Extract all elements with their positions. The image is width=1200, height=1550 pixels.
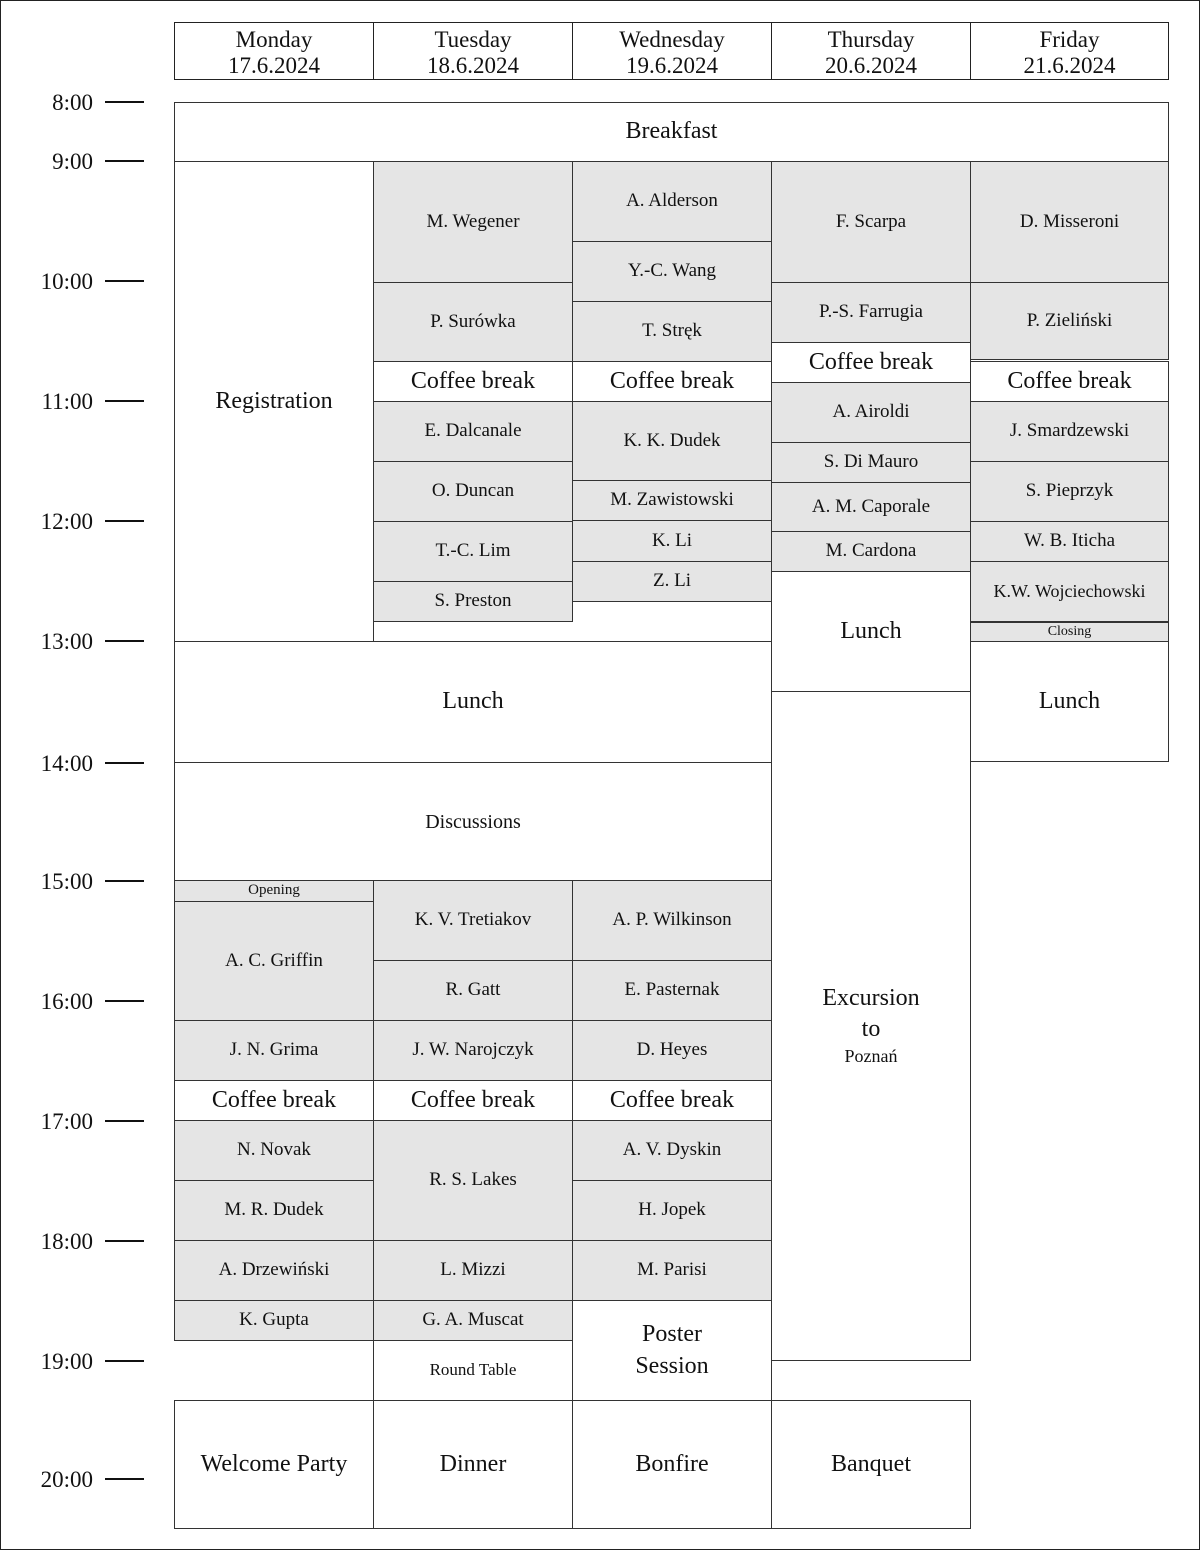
coffee-break-block: Coffee break bbox=[572, 361, 772, 402]
talk-wegener: M. Wegener bbox=[373, 161, 573, 283]
talk-mr-dudek: M. R. Dudek bbox=[174, 1180, 374, 1241]
closing-block: Closing bbox=[970, 622, 1169, 642]
time-tick bbox=[105, 520, 144, 522]
talk-di-mauro: S. Di Mauro bbox=[771, 442, 971, 483]
lunch-block: Lunch bbox=[174, 641, 772, 763]
time-tick bbox=[105, 101, 144, 103]
talk-scarpa: F. Scarpa bbox=[771, 161, 971, 283]
talk-preston: S. Preston bbox=[373, 581, 573, 622]
day-date: 17.6.2024 bbox=[228, 53, 320, 78]
time-label: 20:00 bbox=[40, 1467, 93, 1492]
talk-drzewinski: A. Drzewiński bbox=[174, 1240, 374, 1301]
time-label: 11:00 bbox=[41, 389, 93, 414]
time-label: 12:00 bbox=[40, 509, 93, 534]
banquet-block: Banquet bbox=[771, 1400, 971, 1529]
discussions-block: Discussions bbox=[174, 762, 772, 881]
time-tick bbox=[105, 640, 144, 642]
coffee-break-block: Coffee break bbox=[970, 361, 1169, 402]
day-date: 19.6.2024 bbox=[626, 53, 718, 78]
day-date: 18.6.2024 bbox=[427, 53, 519, 78]
day-date: 20.6.2024 bbox=[825, 53, 917, 78]
talk-lim: T.-C. Lim bbox=[373, 521, 573, 582]
talk-wojciechowski: K.W. Wojciechowski bbox=[970, 561, 1169, 622]
time-tick bbox=[105, 1120, 144, 1122]
welcome-party-block: Welcome Party bbox=[174, 1400, 374, 1529]
talk-z-li: Z. Li bbox=[572, 561, 772, 602]
talk-cardona: M. Cardona bbox=[771, 531, 971, 572]
talk-mizzi: L. Mizzi bbox=[373, 1240, 573, 1301]
talk-parisi: M. Parisi bbox=[572, 1240, 772, 1301]
time-label: 18:00 bbox=[40, 1229, 93, 1254]
day-name: Thursday bbox=[827, 27, 915, 52]
dinner-block: Dinner bbox=[373, 1400, 573, 1529]
talk-muscat: G. A. Muscat bbox=[373, 1300, 573, 1341]
talk-wilkinson: A. P. Wilkinson bbox=[572, 880, 772, 961]
talk-surowka: P. Surówka bbox=[373, 282, 573, 362]
coffee-break-block: Coffee break bbox=[572, 1080, 772, 1121]
talk-iticha: W. B. Iticha bbox=[970, 521, 1169, 562]
header-monday bbox=[174, 22, 374, 80]
time-tick bbox=[105, 1240, 144, 1242]
talk-gatt: R. Gatt bbox=[373, 960, 573, 1021]
breakfast-block: Breakfast bbox=[174, 102, 1169, 162]
time-tick bbox=[105, 762, 144, 764]
time-label: 19:00 bbox=[40, 1349, 93, 1374]
talk-zawistowski: M. Zawistowski bbox=[572, 480, 772, 521]
talk-zielinski: P. Zieliński bbox=[970, 282, 1169, 360]
day-date: 21.6.2024 bbox=[1023, 53, 1116, 78]
talk-airoldi: A. Airoldi bbox=[771, 382, 971, 443]
talk-dalcanale: E. Dalcanale bbox=[373, 401, 573, 462]
poster-session-block: Poster Session bbox=[572, 1300, 772, 1401]
coffee-break-block: Coffee break bbox=[373, 361, 573, 402]
coffee-break-block: Coffee break bbox=[174, 1080, 374, 1121]
excursion-block: Excursion to Poznań bbox=[771, 691, 971, 1361]
talk-dyskin: A. V. Dyskin bbox=[572, 1120, 772, 1181]
day-name: Friday bbox=[1039, 27, 1100, 52]
time-tick bbox=[105, 1360, 144, 1362]
talk-kk-dudek: K. K. Dudek bbox=[572, 401, 772, 481]
round-table-block: Round Table bbox=[373, 1340, 573, 1401]
lunch-block: Lunch bbox=[970, 641, 1169, 762]
header-friday bbox=[970, 22, 1169, 80]
talk-strek: T. Stręk bbox=[572, 301, 772, 362]
time-label: 9:00 bbox=[52, 149, 93, 174]
talk-caporale: A. M. Caporale bbox=[771, 482, 971, 532]
day-name: Tuesday bbox=[434, 27, 512, 52]
opening-block: Opening bbox=[174, 880, 374, 902]
time-label: 13:00 bbox=[40, 629, 93, 654]
talk-k-li: K. Li bbox=[572, 520, 772, 562]
time-label: 15:00 bbox=[40, 869, 93, 894]
talk-alderson: A. Alderson bbox=[572, 161, 772, 242]
time-tick bbox=[105, 1000, 144, 1002]
time-label: 10:00 bbox=[40, 269, 93, 294]
talk-gupta: K. Gupta bbox=[174, 1300, 374, 1341]
talk-tretiakov: K. V. Tretiakov bbox=[373, 880, 573, 961]
talk-jopek: H. Jopek bbox=[572, 1180, 772, 1241]
talk-pasternak: E. Pasternak bbox=[572, 960, 772, 1021]
talk-farrugia: P.-S. Farrugia bbox=[771, 282, 971, 343]
time-label: 17:00 bbox=[40, 1109, 93, 1134]
talk-lakes: R. S. Lakes bbox=[373, 1120, 573, 1241]
time-tick bbox=[105, 160, 144, 162]
talk-griffin: A. C. Griffin bbox=[174, 901, 374, 1021]
time-label: 16:00 bbox=[40, 989, 93, 1014]
talk-novak: N. Novak bbox=[174, 1120, 374, 1181]
talk-pieprzyk: S. Pieprzyk bbox=[970, 461, 1169, 522]
header-wednesday bbox=[572, 22, 772, 80]
day-name: Monday bbox=[235, 27, 313, 52]
talk-heyes: D. Heyes bbox=[572, 1020, 772, 1081]
talk-duncan: O. Duncan bbox=[373, 461, 573, 522]
time-label: 14:00 bbox=[40, 751, 93, 776]
time-tick bbox=[105, 880, 144, 882]
talk-grima: J. N. Grima bbox=[174, 1020, 374, 1081]
time-tick bbox=[105, 400, 144, 402]
lunch-block: Lunch bbox=[771, 571, 971, 692]
time-label: 8:00 bbox=[52, 90, 93, 115]
time-tick bbox=[105, 1478, 144, 1480]
time-tick bbox=[105, 280, 144, 282]
header-tuesday bbox=[373, 22, 573, 80]
registration-block: Registration bbox=[174, 161, 374, 642]
talk-smardzewski: J. Smardzewski bbox=[970, 401, 1169, 462]
header-thursday bbox=[771, 22, 971, 80]
talk-misseroni: D. Misseroni bbox=[970, 161, 1169, 283]
day-name: Wednesday bbox=[619, 27, 725, 52]
coffee-break-block: Coffee break bbox=[373, 1080, 573, 1121]
talk-wang: Y.-C. Wang bbox=[572, 241, 772, 302]
coffee-break-block: Coffee break bbox=[771, 342, 971, 383]
bonfire-block: Bonfire bbox=[572, 1400, 772, 1529]
talk-narojczyk: J. W. Narojczyk bbox=[373, 1020, 573, 1081]
